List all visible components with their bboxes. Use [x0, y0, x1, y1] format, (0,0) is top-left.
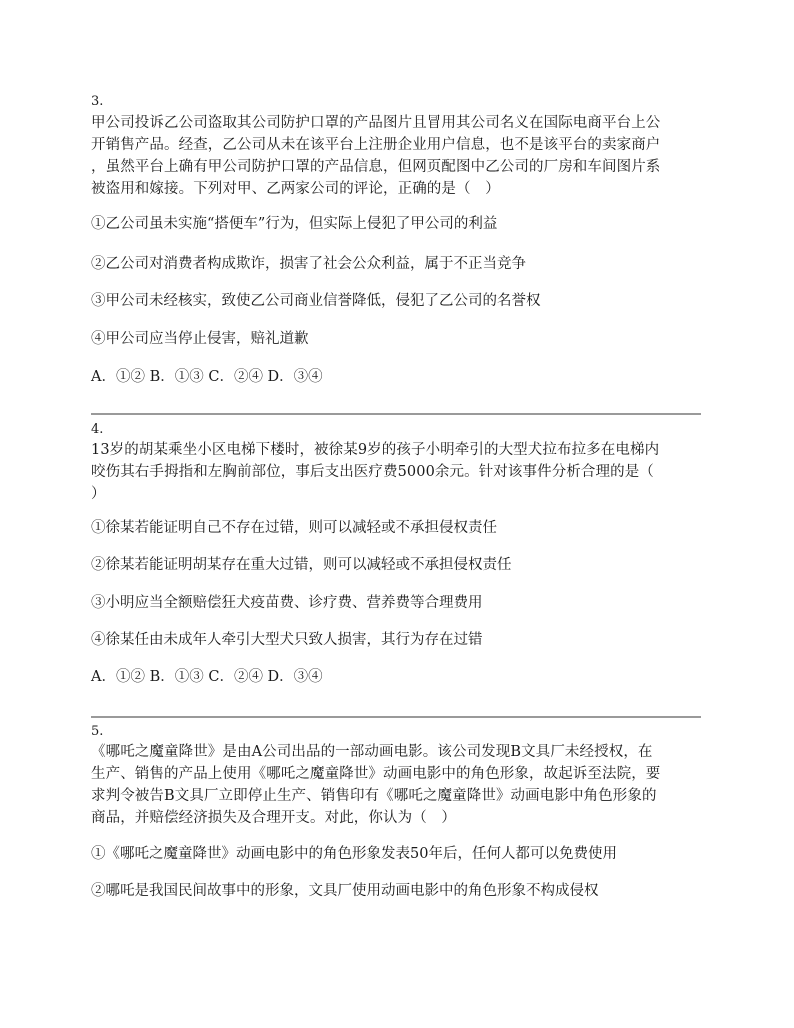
question-number: 5.: [91, 724, 104, 739]
question-3: [91, 94, 703, 385]
stem-line: ，虽然平台上确有甲公司防护口罩的产品信息，但网页配图中乙公司的厂房和车间图片系: [91, 159, 661, 175]
question-stem: [91, 112, 703, 200]
stem-line: ）: [91, 486, 106, 502]
divider: [91, 413, 701, 415]
option-1: ①《哪吒之魔童降世》动画电影中的角色形象发表50年后，任何人都可以免费使用: [91, 846, 617, 862]
stem-line: 被盗用和嫁接。下列对甲、乙两家公司的评论，正确的是（ ）: [91, 181, 500, 197]
option-4: ④甲公司应当停止侵害，赔礼道歉: [91, 331, 309, 347]
stem-line: 生产、销售的产品上使用《哪吒之魔童降世》动画电影中的角色形象，故起诉至法院，要: [91, 766, 661, 782]
option-3: ③甲公司未经核实，致使乙公司商业信誉降低，侵犯了乙公司的名誉权: [91, 293, 541, 309]
answer-choices: A．①② B．①③ C．②④ D．③④: [91, 369, 323, 385]
question-number: 3.: [91, 94, 104, 109]
stem-line: 甲公司投诉乙公司盗取其公司防护口罩的产品图片且冒用其公司名义在国际电商平台上公: [91, 115, 661, 131]
stem-line: 咬伤其右手拇指和左胸前部位，事后支出医疗费5000余元。针对该事件分析合理的是（: [91, 464, 654, 480]
option-3: ③小明应当全额赔偿狂犬疫苗费、诊疗费、营养费等合理费用: [91, 595, 483, 611]
divider: [91, 716, 701, 718]
question-number: 4.: [91, 422, 104, 437]
option-2: ②乙公司对消费者构成欺诈，损害了社会公众利益，属于不正当竞争: [91, 256, 526, 272]
option-1: ①徐某若能证明自己不存在过错，则可以减轻或不承担侵权责任: [91, 520, 497, 536]
question-stem: [91, 741, 703, 829]
stem-line: 13岁的胡某乘坐小区电梯下楼时，被徐某9岁的孩子小明牵引的大型犬拉布拉多在电梯内: [91, 442, 660, 458]
stem-line: 求判令被告B文具厂立即停止生产、销售印有《哪吒之魔童降世》动画电影中角色形象的: [91, 788, 657, 804]
answer-choices: A．①② B．①③ C．②④ D．③④: [91, 669, 323, 685]
stem-line: 开销售产品。经查，乙公司从未在该平台上注册企业用户信息，也不是该平台的卖家商户: [91, 137, 661, 153]
question-5: [91, 724, 703, 899]
question-4: [91, 422, 703, 685]
stem-line: 商品，并赔偿经济损失及合理开支。对此，你认为（ ）: [91, 810, 456, 826]
option-2: ②徐某若能证明胡某存在重大过错，则可以减轻或不承担侵权责任: [91, 557, 512, 573]
option-2: ②哪吒是我国民间故事中的形象，文具厂使用动画电影中的角色形象不构成侵权: [91, 883, 599, 899]
stem-line: 《哪吒之魔童降世》是由A公司出品的一部动画电影。该公司发现B文具厂未经授权，在: [91, 744, 653, 760]
option-1: ①乙公司虽未实施“搭便车”行为，但实际上侵犯了甲公司的利益: [91, 216, 498, 232]
option-4: ④徐某任由未成年人牵引大型犬只致人损害，其行为存在过错: [91, 632, 483, 648]
question-stem: [91, 439, 703, 505]
